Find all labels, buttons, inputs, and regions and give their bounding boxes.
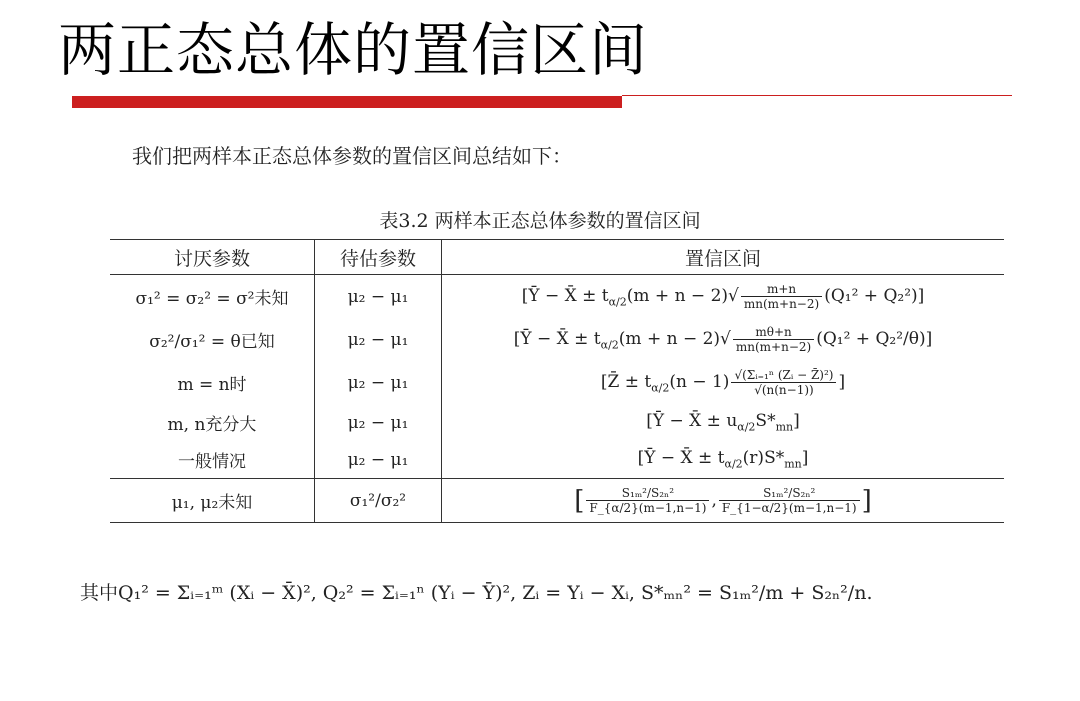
nuisance-cell: σ₂²/σ₁² = θ已知 (149, 332, 275, 352)
estimand-cell: μ₂ − μ₁ (315, 441, 442, 479)
table-row (110, 479, 1004, 523)
comma: , (711, 490, 717, 510)
interval-cell (442, 318, 1005, 361)
table-header-row (110, 240, 1004, 275)
interval-fraction-upper (719, 486, 860, 515)
fraction-numerator: √(Σᵢ₌₁ⁿ (Zᵢ − Z̄)²) (731, 368, 836, 383)
fraction-denominator: mn(m+n−2) (743, 297, 820, 311)
footnote-definitions: 其中Q₁² = Σᵢ₌₁ᵐ (Xᵢ − X̄)², Q₂² = Σᵢ₌₁ⁿ (Yᵢ − Ȳ)², Zᵢ = Yᵢ − Xᵢ, S*ₘₙ² = S₁ₘ²/m + S₂ₙ²/n. (80, 582, 873, 604)
fraction-numerator: S₁ₘ²/S₂ₙ² (719, 486, 860, 501)
interval-suffix: (Q₁² + Q₂²)] (824, 286, 925, 306)
interval-fraction (741, 282, 822, 311)
header-nuisance: 讨厌参数 (110, 240, 315, 275)
fraction-denominator: mn(m+n−2) (735, 340, 812, 354)
interval-prefix: [Ȳ − X̄ ± t (521, 286, 609, 306)
interval-expr-sub: α/2 (737, 420, 756, 434)
interval-cell (442, 275, 1005, 319)
interval-expr-end: ] (793, 411, 800, 432)
interval-expr-tail-sub: mn (775, 420, 794, 434)
interval-fraction (733, 325, 814, 354)
interval-fraction (731, 368, 836, 397)
nuisance-cell: 一般情况 (178, 452, 246, 472)
interval-prefix2: (n − 1) (669, 372, 730, 392)
nuisance-cell: μ₁, μ₂未知 (110, 479, 315, 523)
estimand-cell: μ₂ − μ₁ (315, 361, 442, 404)
nuisance-cell: m = n时 (177, 375, 247, 395)
title-underline-thin (622, 95, 1012, 96)
interval-cell (442, 404, 1005, 441)
interval-expr-tail: S* (755, 411, 776, 432)
fraction-denominator: F_{α/2}(m−1,n−1) (589, 501, 707, 515)
table-row (110, 361, 1004, 404)
table-row (110, 404, 1004, 441)
estimand-cell: μ₂ − μ₁ (315, 275, 442, 319)
header-estimand: 待估参数 (315, 240, 442, 275)
interval-prefix-sub: α/2 (600, 338, 619, 352)
intro-text: 我们把两样本正态总体参数的置信区间总结如下： (132, 144, 572, 168)
confidence-interval-table (110, 239, 1004, 523)
interval-suffix: (Q₁² + Q₂²/θ)] (816, 329, 933, 349)
interval-suffix: ] (838, 372, 846, 392)
fraction-denominator: F_{1−α/2}(m−1,n−1) (721, 501, 857, 515)
interval-expr: [Ȳ − X̄ ± t (637, 448, 725, 469)
estimand-cell: μ₂ − μ₁ (315, 318, 442, 361)
estimand-cell: μ₂ − μ₁ (315, 404, 442, 441)
nuisance-cell: σ₁² = σ₂² = σ²未知 (135, 289, 289, 309)
interval-prefix2: (m + n − 2)√ (618, 329, 731, 349)
table-row (110, 318, 1004, 361)
table-row (110, 441, 1004, 479)
interval-expr: [Ȳ − X̄ ± u (646, 411, 738, 432)
fraction-numerator: S₁ₘ²/S₂ₙ² (586, 486, 709, 501)
nuisance-cell: m, n充分大 (167, 415, 257, 435)
fraction-denominator: √(n(n−1)) (754, 383, 814, 397)
table-caption: 表3.2 两样本正态总体参数的置信区间 (379, 210, 701, 232)
interval-prefix-sub: α/2 (651, 381, 670, 395)
interval-fraction-lower (586, 486, 709, 515)
interval-cell (442, 479, 1005, 523)
interval-expr-tail: (r)S* (742, 448, 785, 469)
interval-prefix: [Ȳ − X̄ ± t (513, 329, 601, 349)
slide-title: 两正态总体的置信区间 (58, 16, 649, 84)
interval-expr-end: ] (801, 448, 809, 469)
interval-expr-sub: α/2 (724, 457, 743, 471)
interval-prefix2: (m + n − 2)√ (626, 286, 739, 306)
fraction-numerator: mθ+n (733, 325, 814, 340)
interval-expr-tail-sub: mn (784, 457, 802, 471)
right-bracket: ] (861, 485, 872, 516)
left-bracket: [ (574, 485, 585, 516)
interval-cell (442, 361, 1005, 404)
interval-prefix: [Z̄ ± t (600, 372, 652, 392)
interval-prefix-sub: α/2 (608, 295, 627, 309)
title-underline-thick (72, 96, 622, 108)
table-row (110, 275, 1004, 319)
estimand-cell: σ₁²/σ₂² (315, 479, 442, 523)
fraction-numerator: m+n (741, 282, 822, 297)
header-interval: 置信区间 (442, 240, 1005, 275)
interval-cell (442, 441, 1005, 479)
